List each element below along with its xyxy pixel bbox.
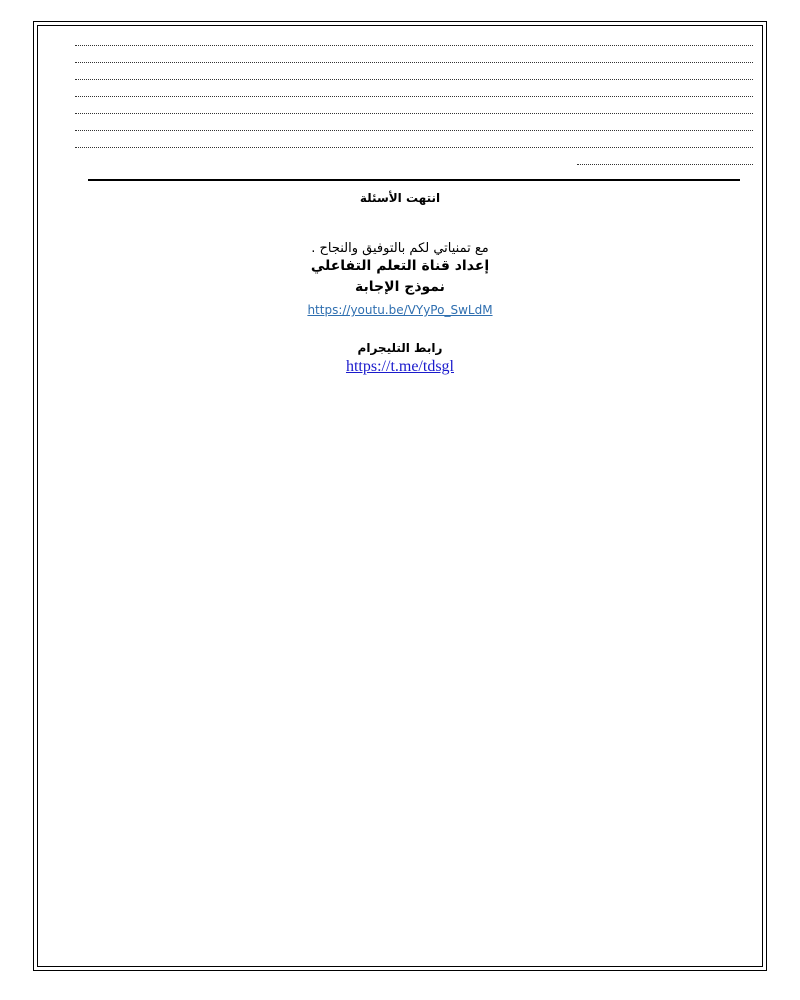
telegram-link-row xyxy=(0,358,800,376)
answer-line xyxy=(75,61,753,63)
answer-line xyxy=(75,146,753,148)
model-answer-title: نموذج الإجابة xyxy=(355,279,445,295)
youtube-link[interactable]: https://youtu.be/VYyPo_SwLdM xyxy=(307,303,493,317)
answer-line-short xyxy=(577,163,753,165)
answer-lines xyxy=(75,44,753,180)
answer-line xyxy=(75,129,753,131)
telegram-link[interactable]: https://t.me/tdsgl xyxy=(345,358,454,375)
section-separator xyxy=(88,179,740,181)
telegram-label: رابط التليجرام xyxy=(357,341,443,355)
wishes-text: مع تمنياتي لكم بالتوفيق والنجاح . xyxy=(311,241,489,256)
answer-line xyxy=(75,78,753,80)
end-of-questions-label: انتهت الأسئلة xyxy=(359,191,441,205)
youtube-link-row xyxy=(0,303,800,317)
prepared-by-text: إعداد قناة التعلم التفاعلي xyxy=(310,258,490,274)
answer-line xyxy=(75,44,753,46)
answer-line xyxy=(75,112,753,114)
answer-line xyxy=(75,95,753,97)
